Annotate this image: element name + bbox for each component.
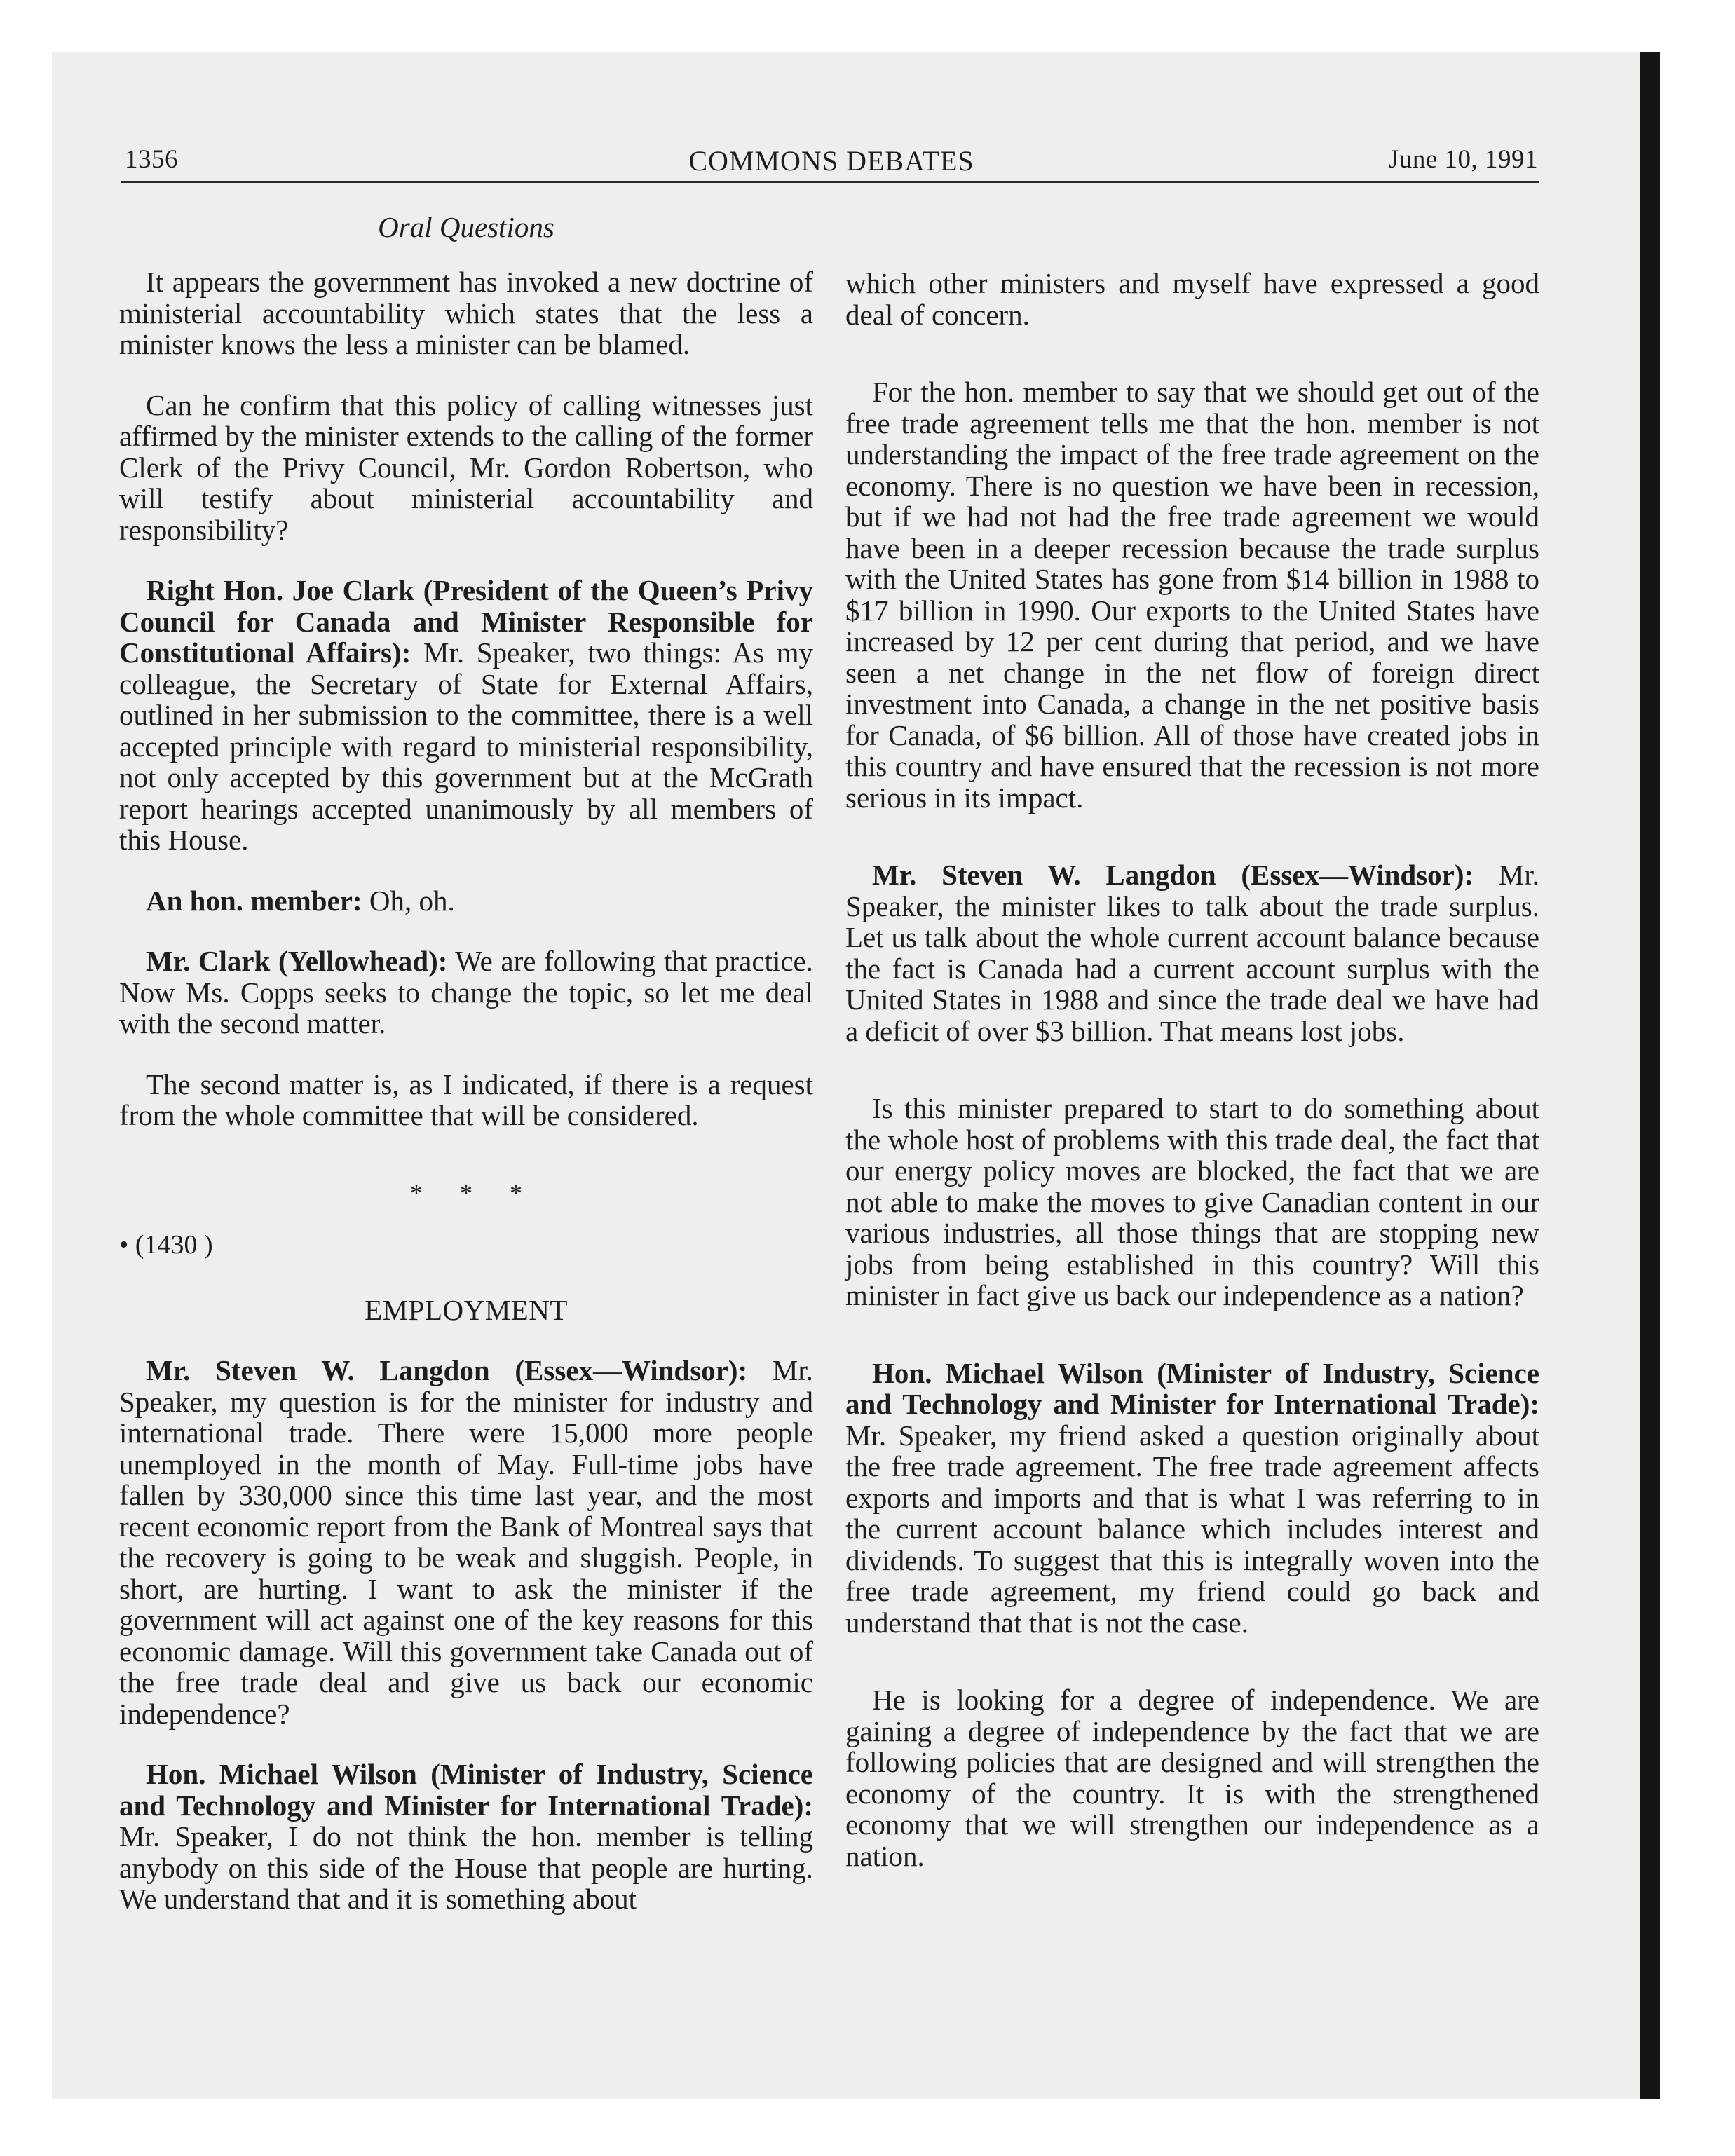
speech-text: Mr. Speaker, the minister likes to talk about the trade surplus. Let us talk about the whole current account balance because the fact is Canada had a current account surplus with the United States in 1988 and since the trade deal we have had a deficit of over $3 billion. That means lost jobs. — [845, 859, 1539, 1047]
header-rule — [121, 181, 1539, 183]
paragraph: which other ministers and myself have expressed a good deal of concern. — [845, 267, 1539, 331]
speech-paragraph — [845, 859, 1539, 1046]
speaker-name: An hon. member: — [146, 884, 362, 917]
right-column — [845, 268, 1539, 1871]
paragraph: It appears the government has invoked a new doctrine of ministerial accountability which states that the less a minister knows the less a minister can be blamed. — [119, 266, 813, 360]
topic-heading: EMPLOYMENT — [365, 1293, 568, 1326]
paragraph: The second matter is, as I indicated, if there is a request from the whole committee that will be considered. — [119, 1067, 813, 1131]
section-label: Oral Questions — [378, 211, 554, 243]
running-header — [125, 139, 1538, 182]
speech-paragraph — [119, 575, 813, 856]
speech-text: Mr. Speaker, my question is for the minister for industry and international trade. There were 15,000 more people unemployed in the month of May. Full-time jobs have fallen by 330,000 since this time last year, and the most recent economic report from the Bank of Montreal says that the recovery is going to be weak and sluggish. People, in short, are hurting. I want to ask the minister if the government will act against one of the key reasons for this economic damage. Will this government take Canada out of the free trade deal and give us back our economic independence? — [119, 1354, 813, 1730]
page-number: 1356 — [125, 145, 178, 174]
speaker-name: Hon. Michael Wilson (Minister of Industry, Science and Technology and Minister for International Trade): — [845, 1356, 1539, 1420]
speaker-name: Mr. Clark (Yellowhead): — [146, 945, 448, 977]
paragraph: Is this minister prepared to start to do something about the whole host of problems with this trade deal, the fact that our energy policy moves are blocked, the fact that we are not able to make the moves to give Canadian content in our various industries, all those things that are stopping new jobs from being established in this country? Will this minister in fact give us back our independence as a nation? — [845, 1092, 1539, 1311]
speech-paragraph — [119, 946, 813, 1039]
publication-title: COMMONS DEBATES — [688, 145, 974, 177]
speech-paragraph — [845, 1358, 1539, 1639]
left-column — [119, 266, 813, 1915]
scan-edge-shadow — [1640, 52, 1660, 2099]
issue-date: June 10, 1991 — [1388, 145, 1538, 174]
speech-paragraph — [119, 885, 813, 917]
paragraph: He is looking for a degree of independence. We are gaining a degree of independence by the fact that we are following policies that are designed and will strengthen the economy of the country. It is with the strengthened economy that we will strengthen our independence as a nation. — [845, 1684, 1539, 1872]
speech-text: Mr. Speaker, my friend asked a question originally about the free trade agreement. The free trade agreement affects exports and imports and that is what I was referring to in the current account balance which includes interest and dividends. To suggest that this is integrally woven into the free trade agreement, my friend could go back and understand that that is not the case. — [845, 1419, 1539, 1639]
speech-text: Mr. Speaker, two things: As my colleague, the Secretary of State for External Affairs, outlined in her submission to the committee, there is a well accepted principle with regard to ministerial responsibility, not only accepted by this government but at the McGrath report hearings accepted unanimously by all members of this House. — [119, 636, 813, 856]
speech-paragraph — [119, 1355, 813, 1729]
paragraph: Can he confirm that this policy of calling witnesses just affirmed by the minister extends to the calling of the former Clerk of the Privy Council, Mr. Gordon Robertson, who will testify about ministerial accountability and responsibility? — [119, 388, 813, 546]
speaker-name: Mr. Steven W. Langdon (Essex—Windsor): — [872, 859, 1474, 891]
section-separator: * * * — [410, 1178, 538, 1207]
paragraph: For the hon. member to say that we should get out of the free trade agreement tells me that the hon. member is not understanding the impact of the free trade agreement on the economy. There is no question we have been in recession, but if we had not had the free trade agreement we would have been in a deeper recession because the trade surplus with the United States has gone from $14 billion in 1988 to $17 billion in 1990. Our exports to the United States have increased by 12 per cent during that period, and we have seen a net change in the net flow of foreign direct investment into Canada, a change in the net positive basis for Canada, of $6 billion. All of those have created jobs in this country and have ensured that the recession is not more serious in its impact. — [845, 376, 1539, 814]
speaker-name: Right Hon. Joe Clark (President of the Queen’s Privy Council for Canada and Minister Responsible for Constitutional Affairs): — [119, 574, 813, 669]
speech-text: We are following that practice. Now Ms. Copps seeks to change the topic, so let me deal with the second matter. — [119, 945, 813, 1039]
speaker-name: Hon. Michael Wilson (Minister of Industry, Science and Technology and Minister for International Trade): — [119, 1758, 813, 1822]
speaker-name: Mr. Steven W. Langdon (Essex—Windsor): — [146, 1354, 748, 1386]
speech-text: Mr. Speaker, I do not think the hon. member is telling anybody on this side of the House that people are hurting. We understand that and it is something about — [119, 1820, 813, 1915]
time-mark: • (1430 ) — [119, 1230, 213, 1260]
speech-paragraph — [119, 1759, 813, 1915]
speech-text: Oh, oh. — [362, 884, 455, 917]
